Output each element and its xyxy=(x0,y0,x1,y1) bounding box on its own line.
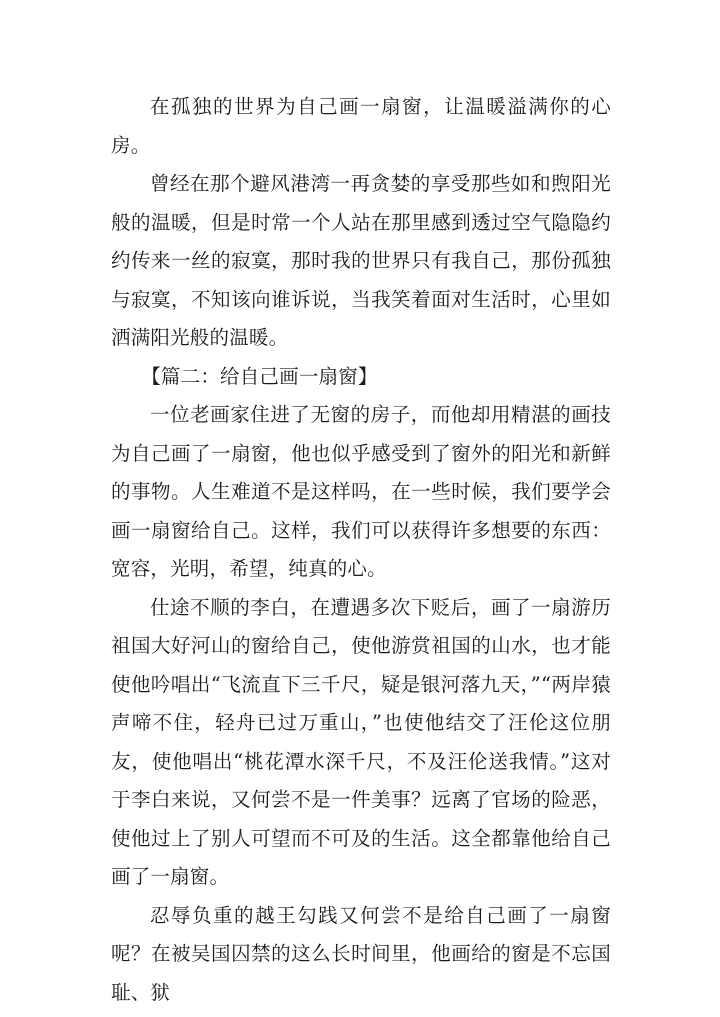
paragraph-li-bai: 仕途不顺的李白，在遭遇多次下贬后，画了一扇游历祖国大好河山的窗给自己，使他游赏祖国的山水，也才能使他吟唱出“飞流直下三千尺，疑是银河落九天，”“两岸猿声啼不住，轻舟已过万重山，”也使他结交了汪伦这位朋友，使他唱出“桃花潭水深千尺，不及汪伦送我情。”这对于李白来说，又何尝不是一件美事？远离了官场的险恶，使他过上了别人可望而不可及的生活。这全都靠他给自己画了一扇窗。 xyxy=(111,595,611,888)
paragraph-old-painter: 一位老画家住进了无窗的房子，而他却用精湛的画技为自己画了一扇窗，他也似乎感受到了窗外的阳光和新鲜的事物。人生难道不是这样吗，在一些时候，我们要学会画一扇窗给自己。这样，我们可以获得许多想要的东西：宽容，光明，希望，纯真的心。 xyxy=(111,403,611,580)
document-body xyxy=(111,88,611,1012)
paragraph-intro: 在孤独的世界为自己画一扇窗，让温暖溢满你的心房。 xyxy=(111,95,611,157)
paragraph-memory: 曾经在那个避风港湾一再贪婪的享受那些如和煦阳光般的温暖，但是时常一个人站在那里感到透过空气隐隐约约传来一丝的寂寞，那时我的世界只有我自己，那份孤独与寂寞，不知该向谁诉说，当我笑着面对生活时，心里如洒满阳光般的温暖。 xyxy=(111,172,611,349)
paragraph-goujian: 忍辱负重的越王勾践又何尝不是给自己画了一扇窗呢？在被吴国囚禁的这么长时间里，他画给的窗是不忘国耻、狱 xyxy=(111,903,611,1004)
section-heading: 【篇二：给自己画一扇窗】 xyxy=(141,364,378,388)
